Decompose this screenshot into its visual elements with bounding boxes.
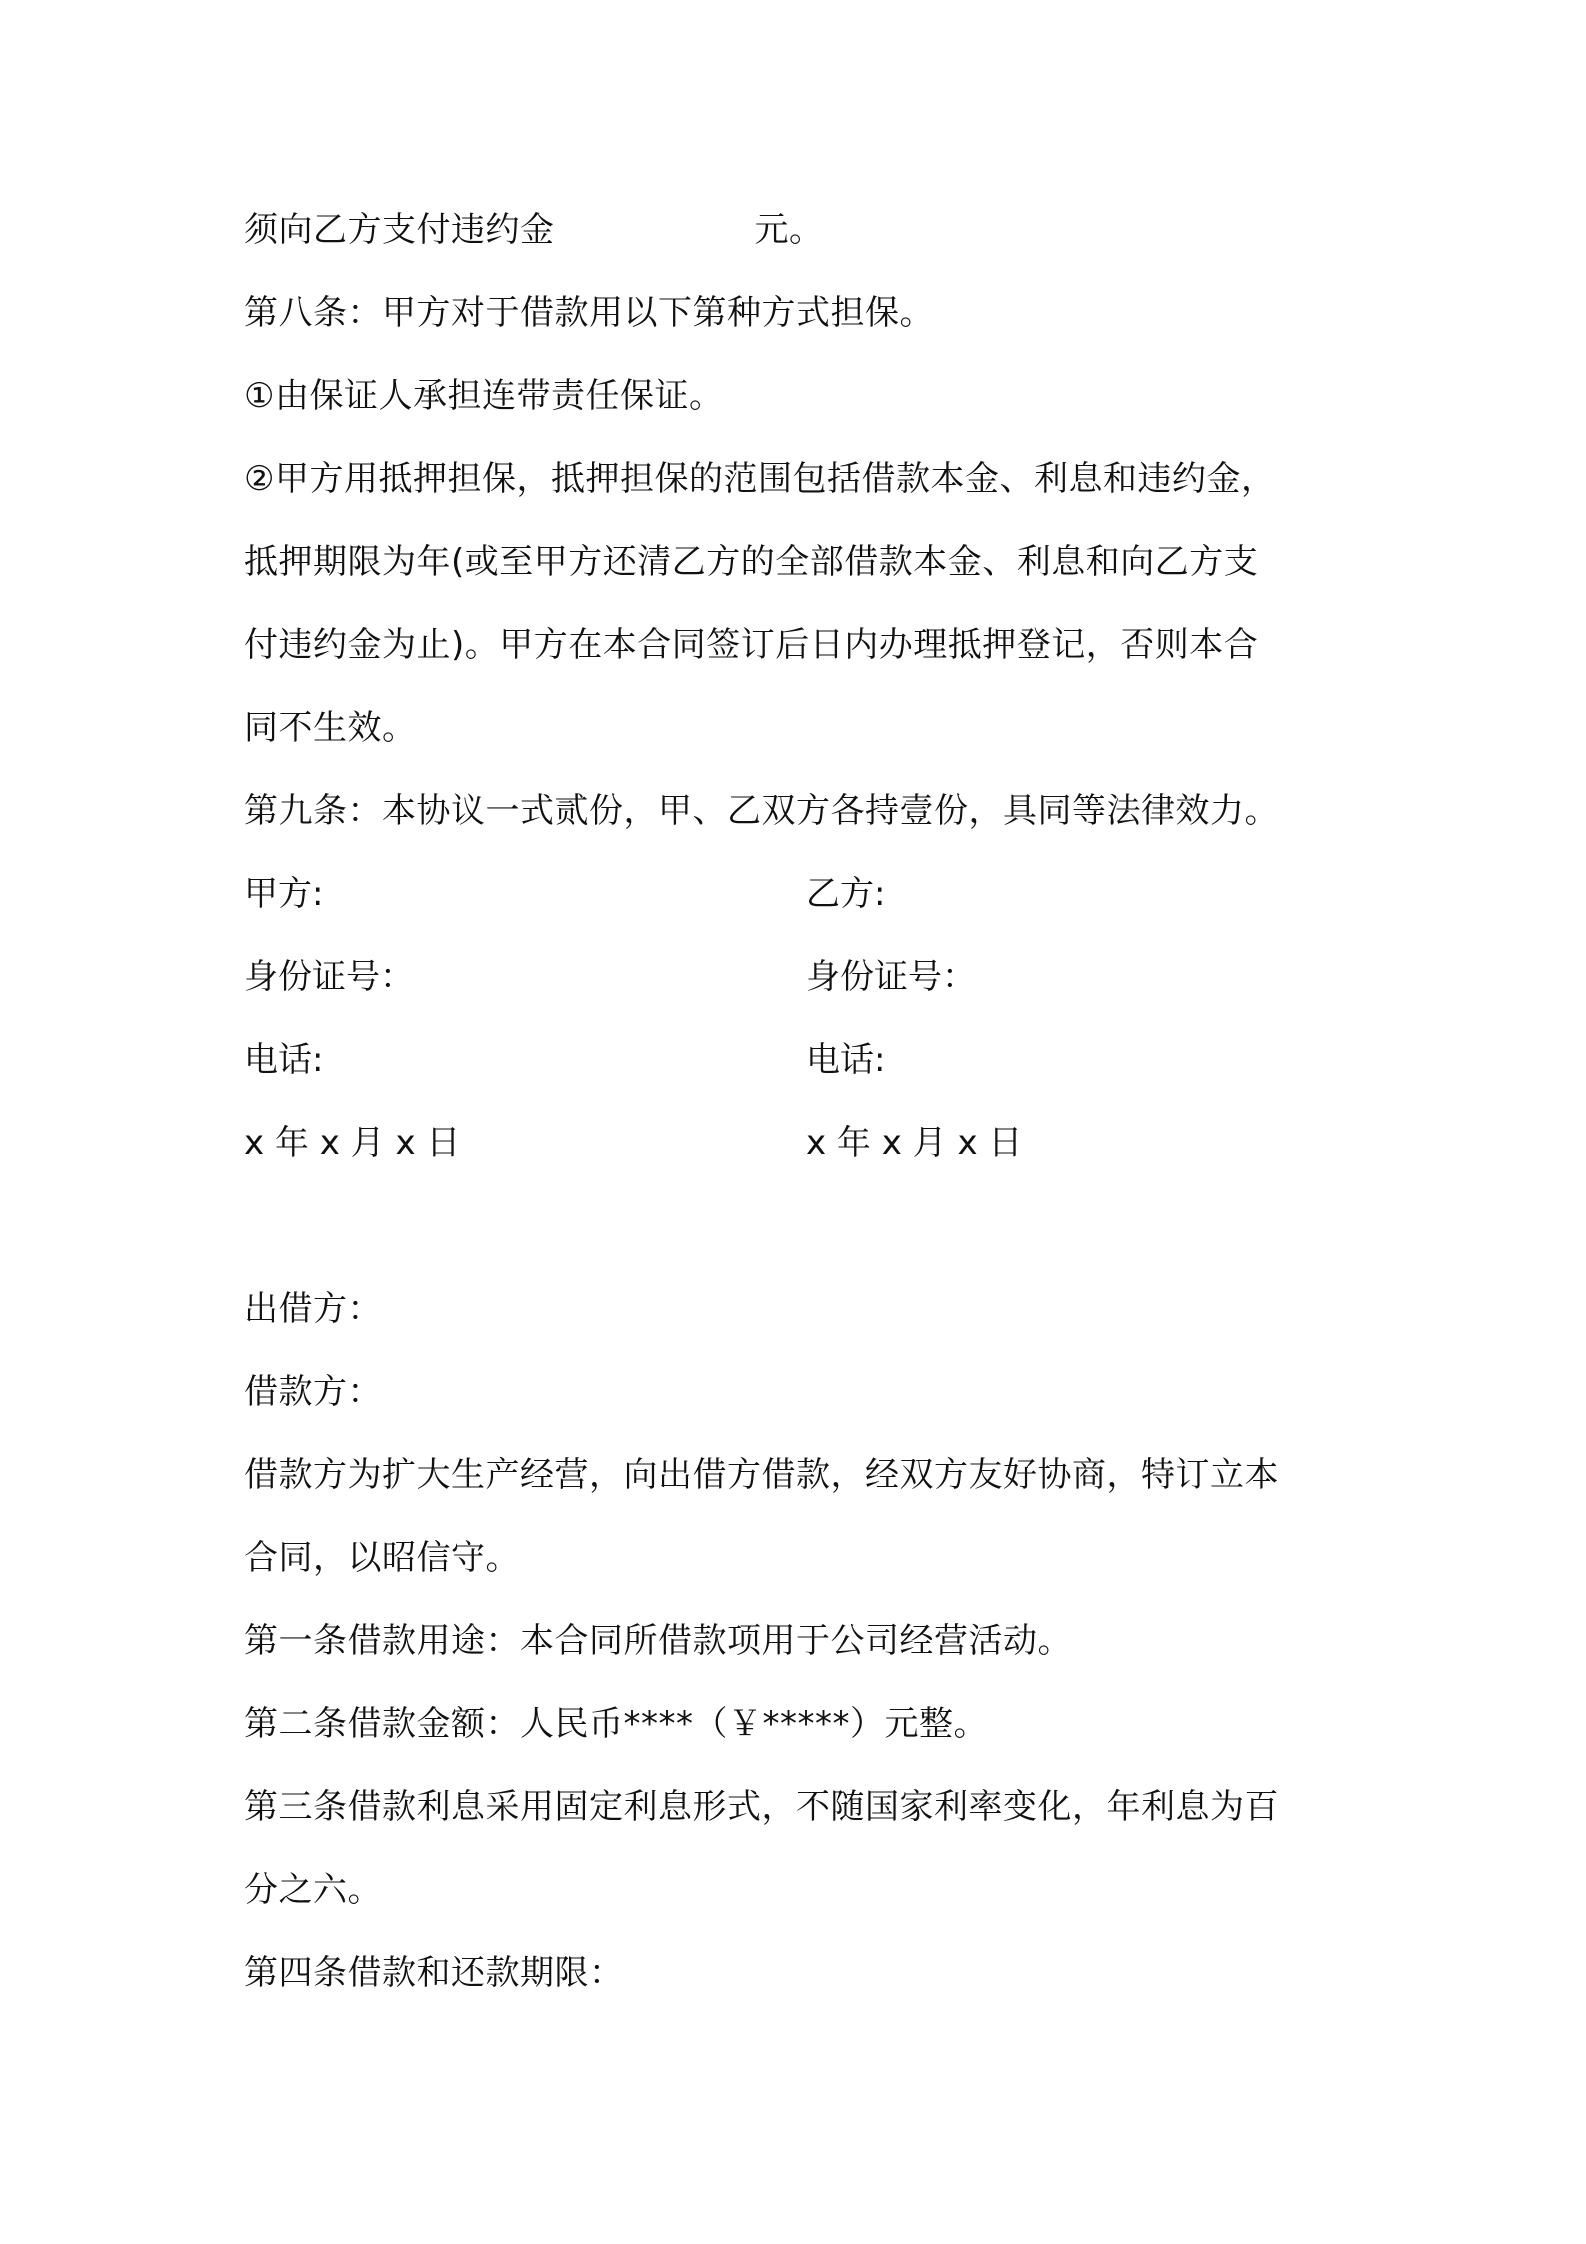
party-b-name-label: 乙方: [806, 874, 886, 914]
article3-line2: 分之六。 [244, 1870, 382, 1910]
clause8-option2-line1: ②甲方用抵押担保，抵押担保的范围包括借款本金、利息和违约金， [244, 459, 1276, 499]
party-b-date: x 年 x 月 x 日 [806, 1123, 1023, 1163]
preamble-line2: 合同，以昭信守。 [244, 1538, 520, 1578]
clause7-tail-line [244, 205, 824, 255]
preamble-line1: 借款方为扩大生产经营，向出借方借款，经双方友好协商，特订立本 [244, 1455, 1279, 1495]
clause8-option2-line3: 付违约金为止)。甲方在本合同签订后日内办理抵押登记，否则本合 [244, 625, 1259, 665]
lender-label: 出借方： [244, 1289, 382, 1329]
clause7-penalty-prefix: 须向乙方支付违约金 [244, 210, 555, 250]
party-a-id-label: 身份证号： [244, 957, 414, 997]
borrower-label: 借款方： [244, 1372, 382, 1412]
party-b-id-label: 身份证号： [806, 957, 976, 997]
article3-line1: 第三条借款利息采用固定利息形式，不随国家利率变化，年利息为百 [244, 1787, 1279, 1827]
clause8-option2-line4: 同不生效。 [244, 708, 417, 748]
party-b-phone-label: 电话: [806, 1040, 886, 1080]
party-a-date: x 年 x 月 x 日 [244, 1123, 461, 1163]
party-a-phone-label: 电话: [244, 1040, 324, 1080]
clause9: 第九条：本协议一式贰份，甲、乙双方各持壹份，具同等法律效力。 [244, 791, 1279, 831]
clause8-title: 第八条：甲方对于借款用以下第种方式担保。 [244, 293, 934, 333]
clause7-penalty-suffix: 元。 [754, 210, 824, 250]
party-a-name-label: 甲方: [244, 874, 324, 914]
clause8-option1: ①由保证人承担连带责任保证。 [244, 376, 724, 416]
article4: 第四条借款和还款期限： [244, 1953, 624, 1993]
article1: 第一条借款用途：本合同所借款项用于公司经营活动。 [244, 1621, 1072, 1661]
article2: 第二条借款金额：人民币****（￥*****）元整。 [244, 1704, 988, 1744]
clause8-option2-line2: 抵押期限为年(或至甲方还清乙方的全部借款本金、利息和向乙方支 [244, 542, 1259, 582]
